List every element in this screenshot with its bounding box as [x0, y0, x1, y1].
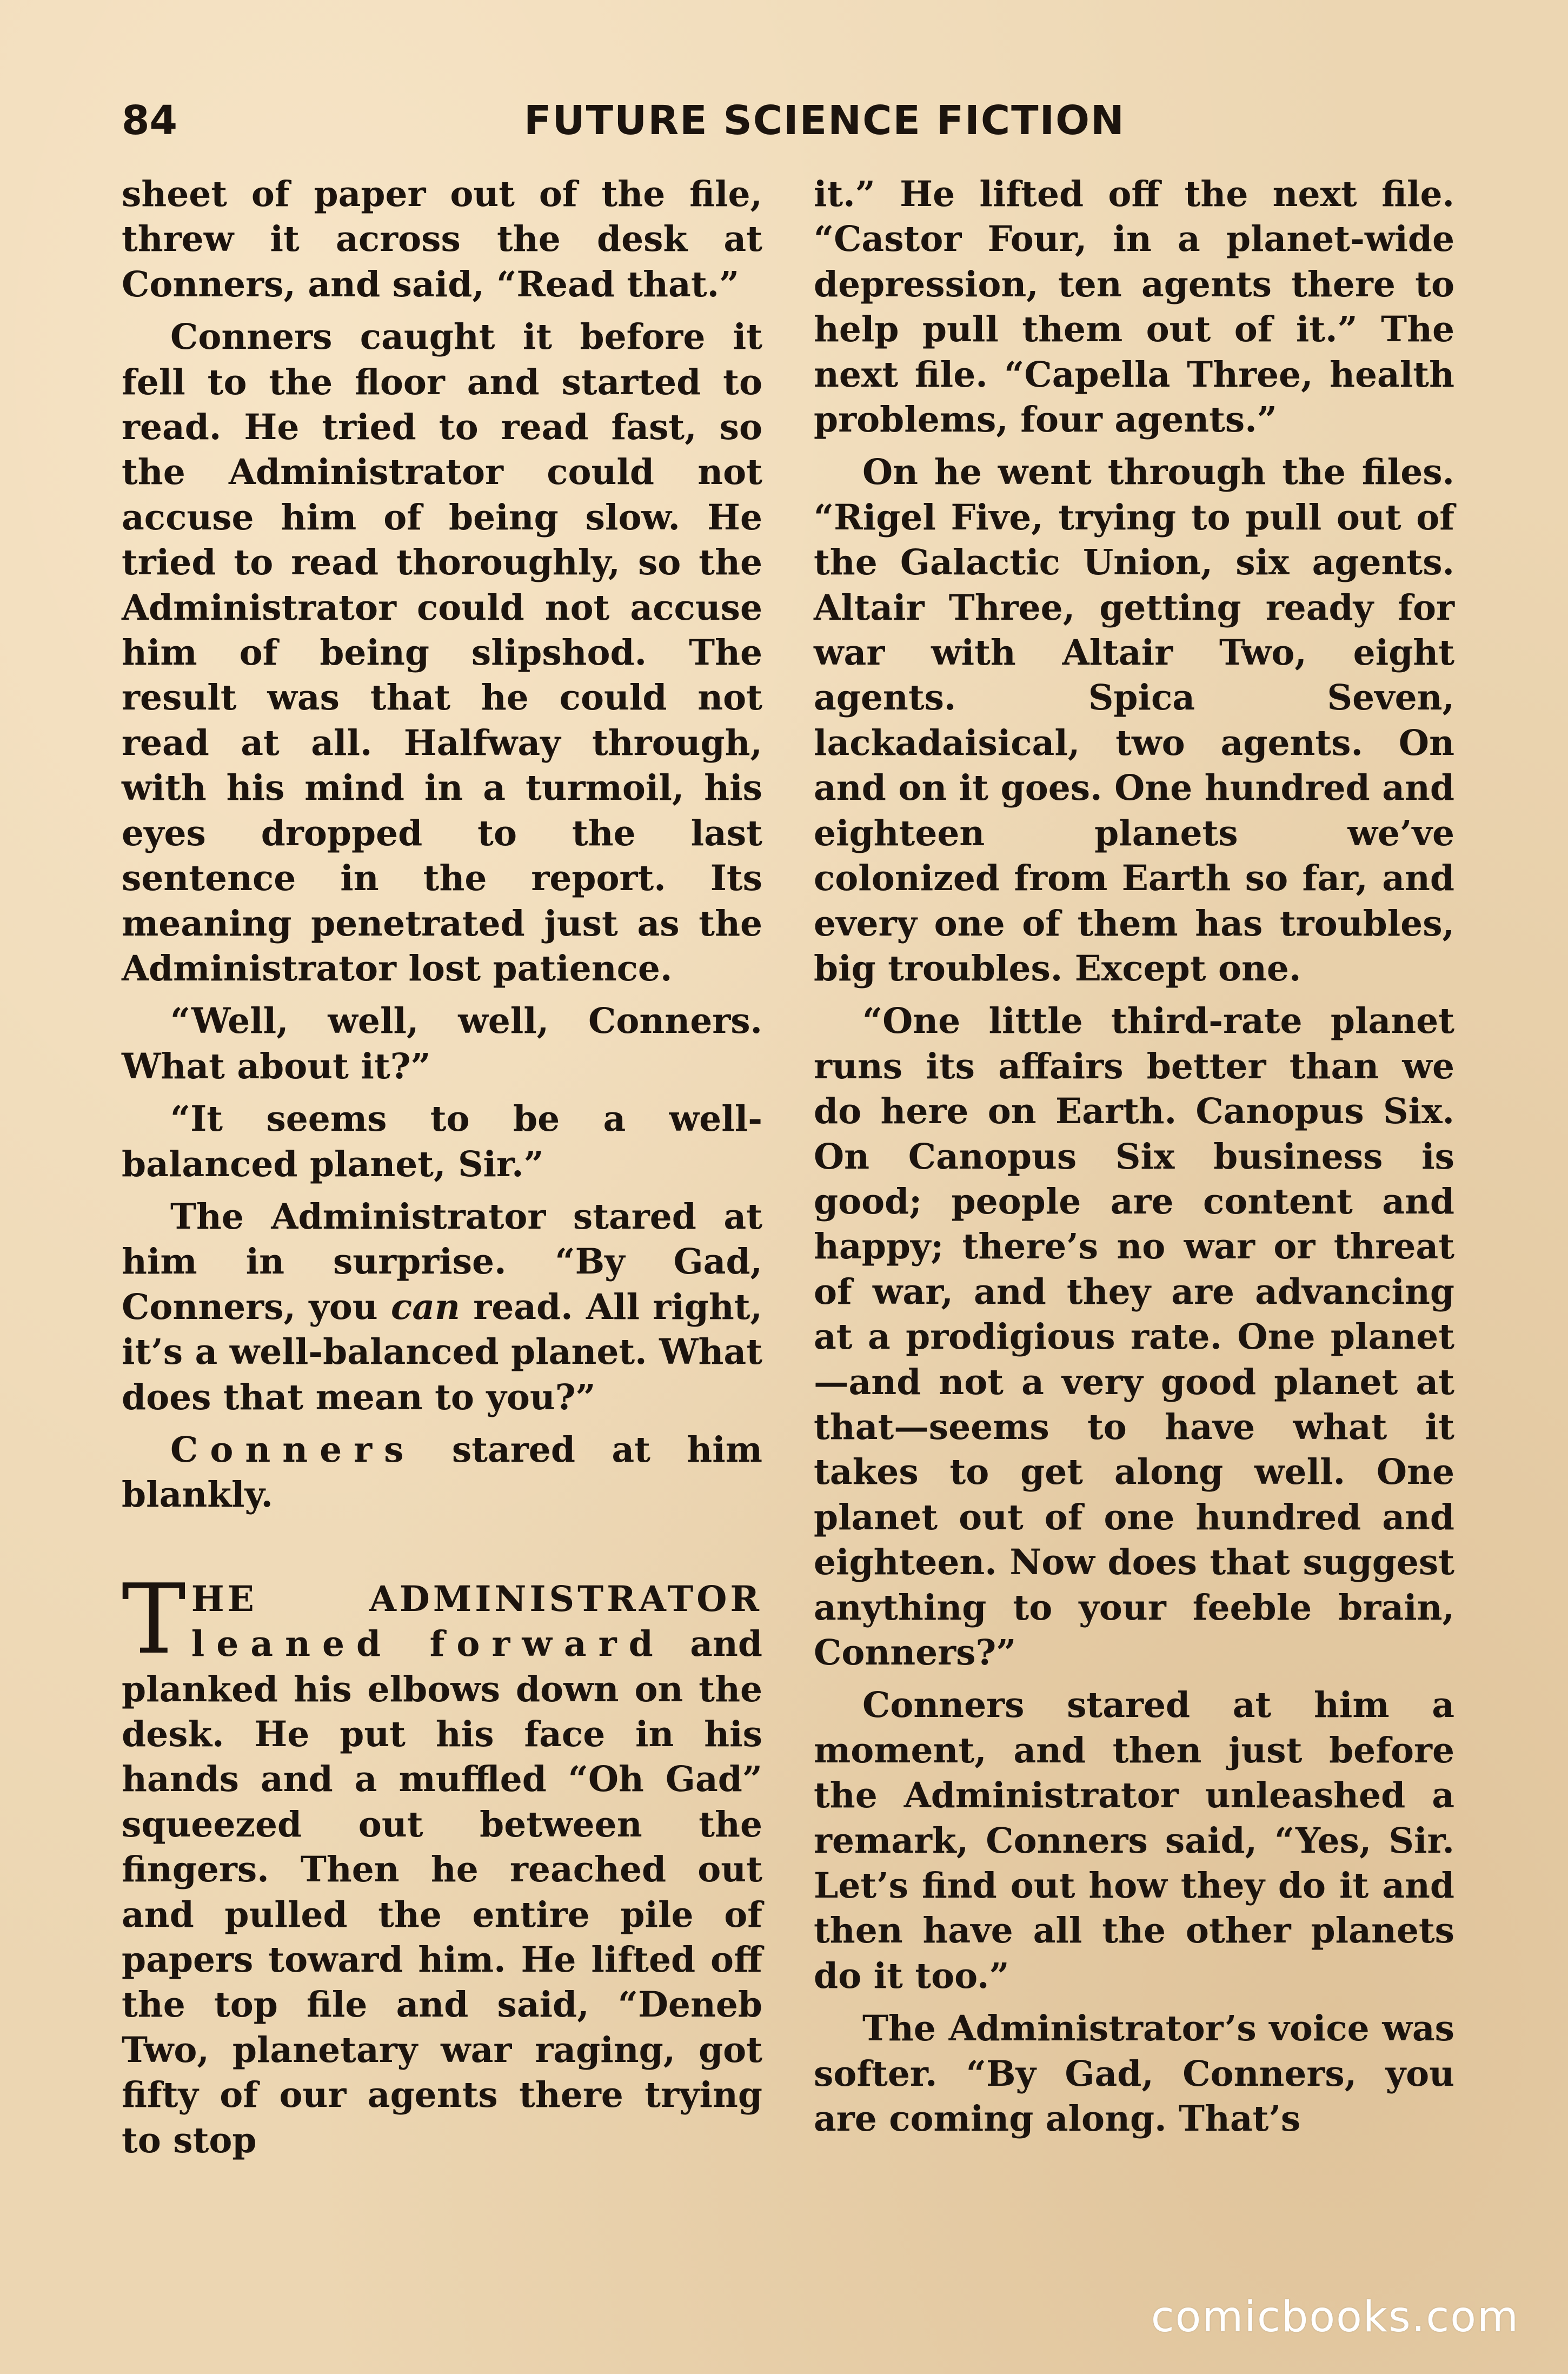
running-title: FUTURE SCIENCE FICTION [524, 97, 1125, 144]
right-column [814, 172, 1454, 2149]
section-break [122, 1526, 762, 1577]
emphasis: can [390, 1286, 460, 1328]
left-column [122, 172, 762, 2171]
drop-cap: T [122, 1563, 186, 1675]
paragraph: “It seems to be a well-balanced planet, Sir.” [122, 1098, 762, 1185]
text-run: The Administrator stared at him in surprise. “By Gad, Conners, you [122, 1196, 762, 1328]
text-run: and planked his elbows down on the desk. He put his face in his hands and a muffled “Oh Gad” squeezed out between the fingers. Then he reached out and pulled the entire pile of papers toward him. He lifted off the top file and said, “Deneb Two, planetary war raging, got fifty of our agents there trying to stop [122, 1623, 763, 2161]
paragraph: Conners caught it before it fell to the floor and started to read. He tried to read fast, so the Administrator could not accuse him of being slow. He tried to read thoroughly, so the Administrator could not accuse him of being slipshod. The result was that he could not read at all. Halfway through, with his mind in a turmoil, his eyes dropped to the last sentence in the report. Its meaning penetrated just as the Administrator lost patience. [122, 316, 762, 989]
site-watermark: comicbooks.com [1151, 2293, 1519, 2342]
text-run: stared at him blankly. [122, 1429, 762, 1516]
paragraph [122, 1428, 762, 1518]
text-run: Conners [170, 1429, 416, 1470]
paragraph: “One little third-rate planet runs its affairs better than we do here on Earth. Canopus Six. On Canopus Six business is good; people are content and happy; there’s no war or threat of war, and they are advancing at a prodigious rate. One planet—and not a very good planet at that—seems to have what it takes to get along well. One planet out of one hundred and eighteen. Now does that suggest anything to your feeble brain, Conners?” [814, 1000, 1454, 1673]
paragraph: sheet of paper out of the file, threw it across the desk at Conners, and said, “Read that.” [122, 174, 762, 305]
paragraph: “Well, well, well, Conners. What about it?” [122, 1000, 762, 1087]
text-run: HE ADMINISTRATOR [191, 1578, 762, 1620]
text-run: leaned forward [191, 1623, 665, 1665]
paragraph: Conners stared at him a moment, and then just before the Administrator unleashed a remark, Conners said, “Yes, Sir. Let’s find out how they do it and then have all the other planets do it too.” [814, 1685, 1454, 1997]
page-number: 84 [122, 97, 177, 144]
page-header [122, 97, 1452, 157]
text-run: read. All right, it’s a well-balanced planet. What does that mean to you?” [122, 1286, 762, 1418]
paragraph: The Administrator’s voice was softer. “By Gad, Conners, you are coming along. That’s [814, 2008, 1454, 2140]
section-opening-paragraph [122, 1563, 763, 2163]
paragraph: it.” He lifted off the next file. “Castor Four, in a planet-wide depression, ten agents there to help pull them out of it.” The next file. “Capella Three, health problems, four agents.” [814, 174, 1454, 441]
paragraph [122, 1195, 762, 1420]
paragraph: On he went through the files. “Rigel Five, trying to pull out of the Galactic Union, six agents. Altair Three, getting ready for war with Altair Two, eight agents. Spica Seven, lackadaisical, two agents. On and on it goes. One hundred and eighteen planets we’ve colonized from Earth so far, and every one of them has troubles, big troubles. Except one. [814, 452, 1454, 989]
